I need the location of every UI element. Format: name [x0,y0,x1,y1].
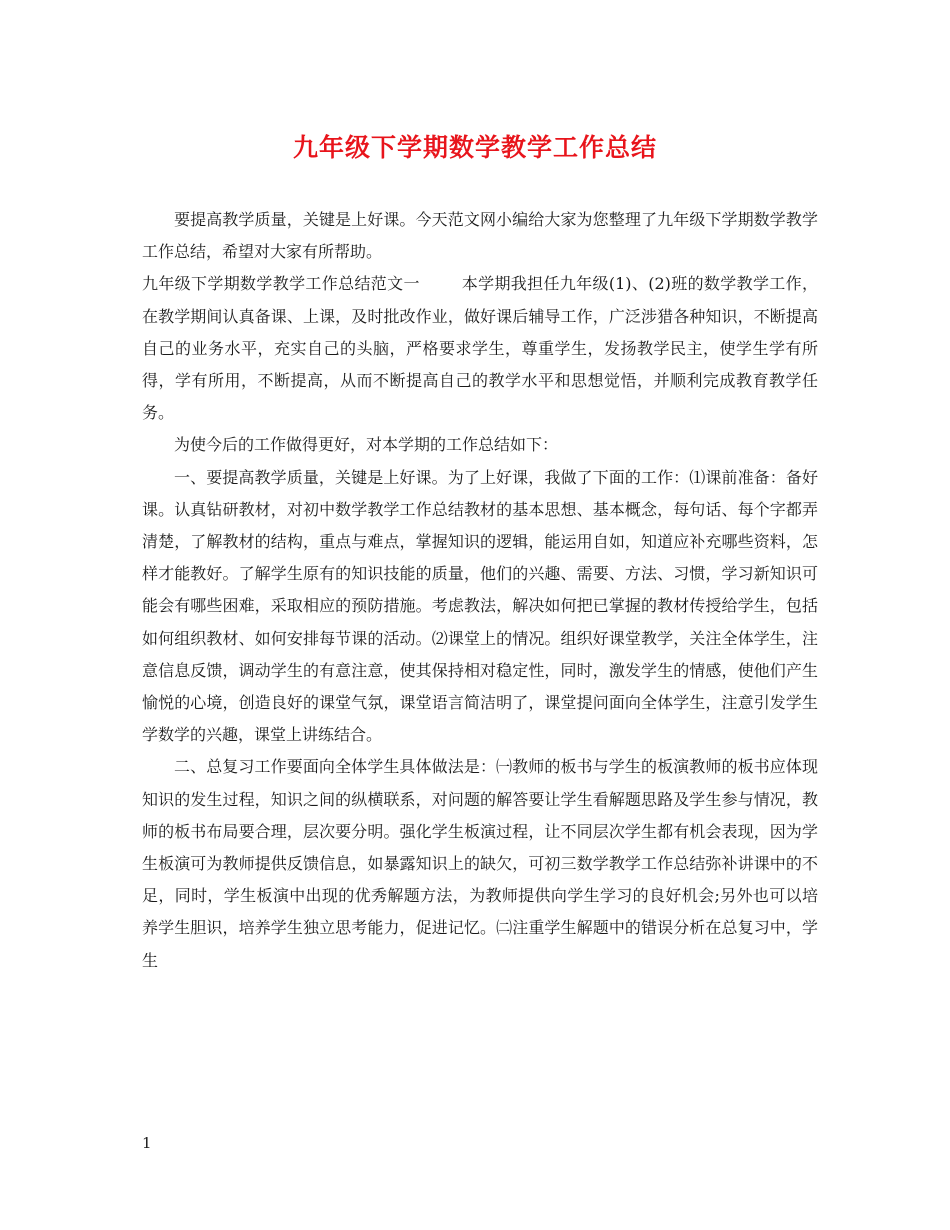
section-paragraph [142,268,818,429]
point-one-paragraph: 一、要提高教学质量，关键是上好课。为了上好课，我做了下面的工作：⑴课前准备：备好课。认真钻研教材，对初中数学教学工作总结教材的基本思想、基本概念，每句话、每个字都弄清楚，了解教材的结构，重点与难点，掌握知识的逻辑，能运用自如，知道应补充哪些资料，怎样才能教好。了解学生原有的知识技能的质量，他们的兴趣、需要、方法、习惯，学习新知识可能会有哪些困难，采取相应的预防措施。考虑教法，解决如何把已掌握的教材传授给学生，包括如何组织教材、如何安排每节课的活动。⑵课堂上的情况。组织好课堂教学，关注全体学生，注意信息反馈，调动学生的有意注意，使其保持相对稳定性，同时，激发学生的情感，使他们产生愉悦的心境，创造良好的课堂气氛，课堂语言简洁明了，课堂提问面向全体学生，注意引发学生学数学的兴趣，课堂上讲练结合。 [142,467,818,745]
lead-in-paragraph: 为使今后的工作做得更好，对本学期的工作总结如下： [174,435,559,455]
document-body [142,204,818,977]
section-label: 九年级下学期数学教学工作总结范文一 [142,274,420,294]
page-number: 1 [142,1134,152,1152]
intro-paragraph: 要提高教学质量，关键是上好课。今天范文网小编给大家为您整理了九年级下学期数学教学工作总结，希望对大家有所帮助。 [142,210,818,262]
point-two-paragraph: 二、总复习工作要面向全体学生具体做法是：㈠教师的板书与学生的板演教师的板书应体现知识的发生过程，知识之间的纵横联系，对问题的解答要让学生看解题思路及学生参与情况，教师的板书布局要合理，层次要分明。强化学生板演过程，让不同层次学生都有机会表现，因为学生板演可为教师提供反馈信息，如暴露知识上的缺欠，可初三数学教学工作总结弥补讲课中的不足，同时，学生板演中出现的优秀解题方法，为教师提供向学生学习的良好机会;另外也可以培养学生胆识，培养学生独立思考能力，促进记忆。㈡注重学生解题中的错误分析在总复习中，学生 [142,757,818,970]
document-title: 九年级下学期数学教学工作总结 [292,133,657,162]
section-text: 本学期我担任九年级(1)、(2)班的数学教学工作，在教学期间认真备课、上课，及时批改作业，做好课后辅导工作，广泛涉猎各种知识，不断提高自己的业务水平，充实自己的头脑，严格要求学生，尊重学生，发扬教学民主，使学生学有所得，学有所用，不断提高，从而不断提高自己的教学水平和思想觉悟，并顺利完成教育教学任务。 [142,274,818,423]
